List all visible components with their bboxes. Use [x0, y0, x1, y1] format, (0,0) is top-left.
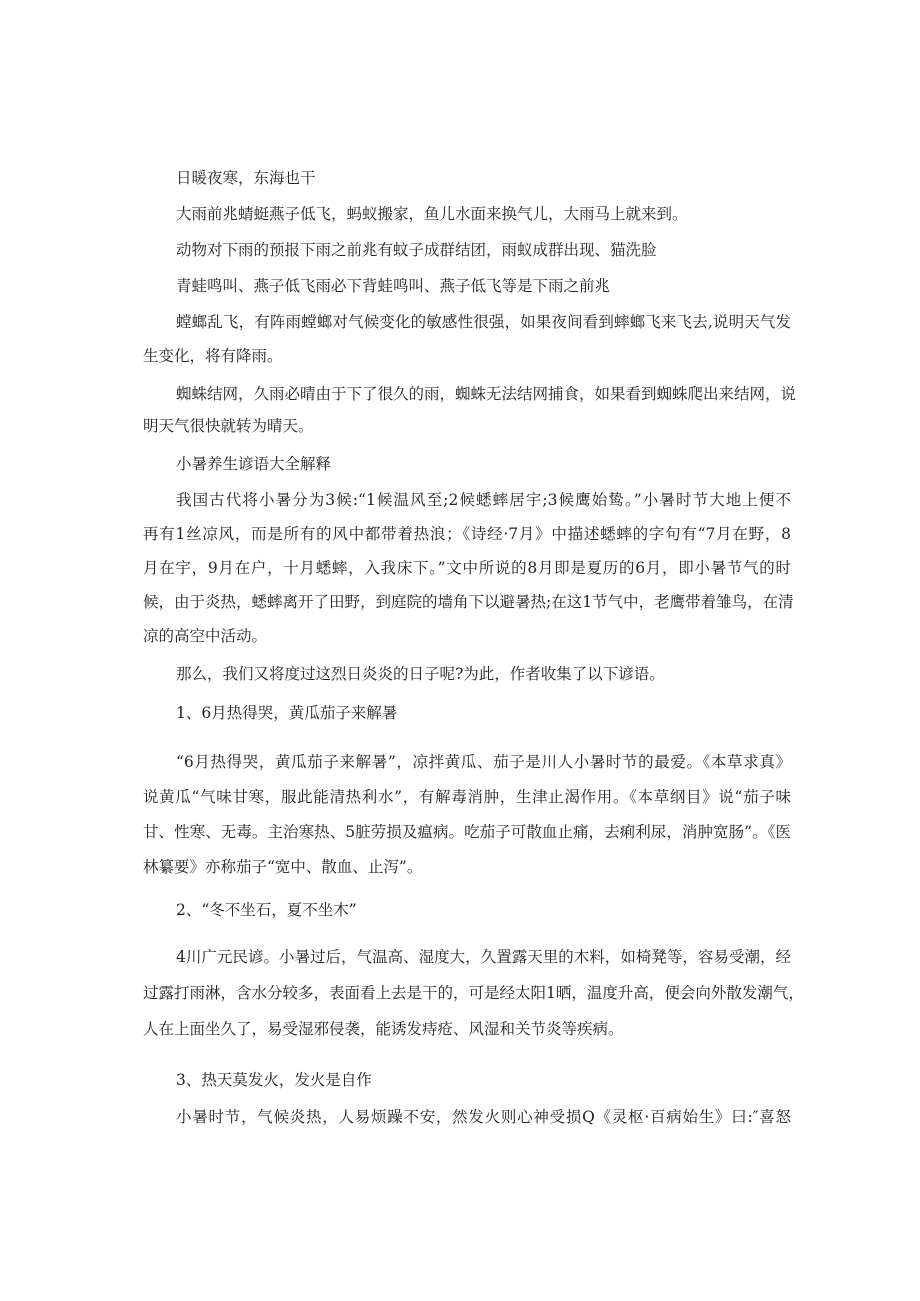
section-heading: 1、6月热得哭，黄瓜茄子来解暑	[176, 704, 398, 722]
paragraph-line: 再有1丝凉风，而是所有的风中都带着热浪；《诗经·7月》中描述蟋蟀的字句有“7月在野，8	[143, 525, 791, 543]
paragraph-line: 明天气很快就转为晴天。	[143, 417, 314, 435]
paragraph-line: 动物对下雨的预报下雨之前兆有蚊子成群结团，雨蚁成群出现、猫洗脸	[176, 241, 657, 259]
section-heading: 3、热天莫发火，发火是自作	[176, 1071, 372, 1089]
paragraph-line: 4川广元民谚。小暑过后，气温高、湿度大，久置露天里的木料，如椅凳等，容易受潮，经	[176, 948, 791, 966]
paragraph-line: 螳螂乱飞，有阵雨螳螂对气候变化的敏感性很强，如果夜间看到蟀螂飞来飞去,说明天气发	[176, 313, 791, 331]
paragraph-line: 生变化，将有降雨。	[143, 347, 283, 365]
paragraph-line: 那么，我们又将度过这烈日炎炎的日子呢?为此，作者收集了以下谚语。	[176, 665, 665, 683]
paragraph-line: 日暖夜寒，东海也干	[176, 169, 316, 187]
paragraph-line: 月在宇，9月在户，十月蟋蟀，入我床下。”文中所说的8月即是夏历的6月，即小暑节气的时	[143, 559, 791, 577]
paragraph-line: 过露打雨淋，含水分较多，表面看上去是干的，可是经太阳1晒，温度升高，便会向外散发潮气，	[143, 984, 804, 1002]
paragraph-line: 林纂要》亦称茄子“宽中、散血、止泻”。	[143, 858, 423, 876]
section-heading: 2、“冬不坐石，夏不坐木”	[176, 901, 357, 919]
paragraph-line: 小暑时节，气候炎热，人易烦躁不安，然发火则心神受损Q《灵枢·百病始生》曰:″喜怒	[176, 1108, 791, 1126]
paragraph-line: 候，由于炎热，蟋蟀离开了田野，到庭院的墙角下以避暑热;在这1节气中，老鹰带着雏鸟，在清	[143, 593, 794, 611]
paragraph-line: 青蛙鸣叫、燕子低飞雨必下背蛙鸣叫、燕子低飞等是下雨之前兆	[176, 277, 611, 295]
paragraph-line: 凉的高空中活动。	[143, 627, 268, 645]
paragraph-line: 甘、性寒、无毒。主治寒热、5脏劳损及瘟病。吃茄子可散血止痛，去痢利尿，消肿宽肠”。《医	[143, 823, 791, 841]
paragraph-line: 大雨前兆蜻蜓燕子低飞，蚂蚁搬家，鱼儿水面来换气儿，大雨马上就来到。	[176, 205, 688, 223]
paragraph-line: 我国古代将小暑分为3候:“1候温风至;2候蟋蟀居宇;3候鹰始鸷。”小暑时节大地上便不	[176, 491, 791, 509]
paragraph-line: 蜘蛛结网，久雨必晴由于下了很久的雨，蜘蛛无法结网捕食，如果看到蜘蛛爬出来结网，说	[176, 385, 797, 403]
paragraph-line: “6月热得哭，黄瓜茄子来解暑”，凉拌黄瓜、茄子是川人小暑时节的最爱。《本草求真》	[176, 753, 791, 771]
section-heading: 小暑养生谚语大全解释	[176, 455, 332, 473]
paragraph-line: 说黄瓜“气味甘寒，服此能清热利水”，有解毒消肿，生津止渴作用。《本草纲目》说“茄子味	[143, 788, 791, 806]
paragraph-line: 人在上面坐久了，易受湿邪侵袭，能诱发痔疮、风湿和关节炎等疾病。	[143, 1020, 624, 1038]
